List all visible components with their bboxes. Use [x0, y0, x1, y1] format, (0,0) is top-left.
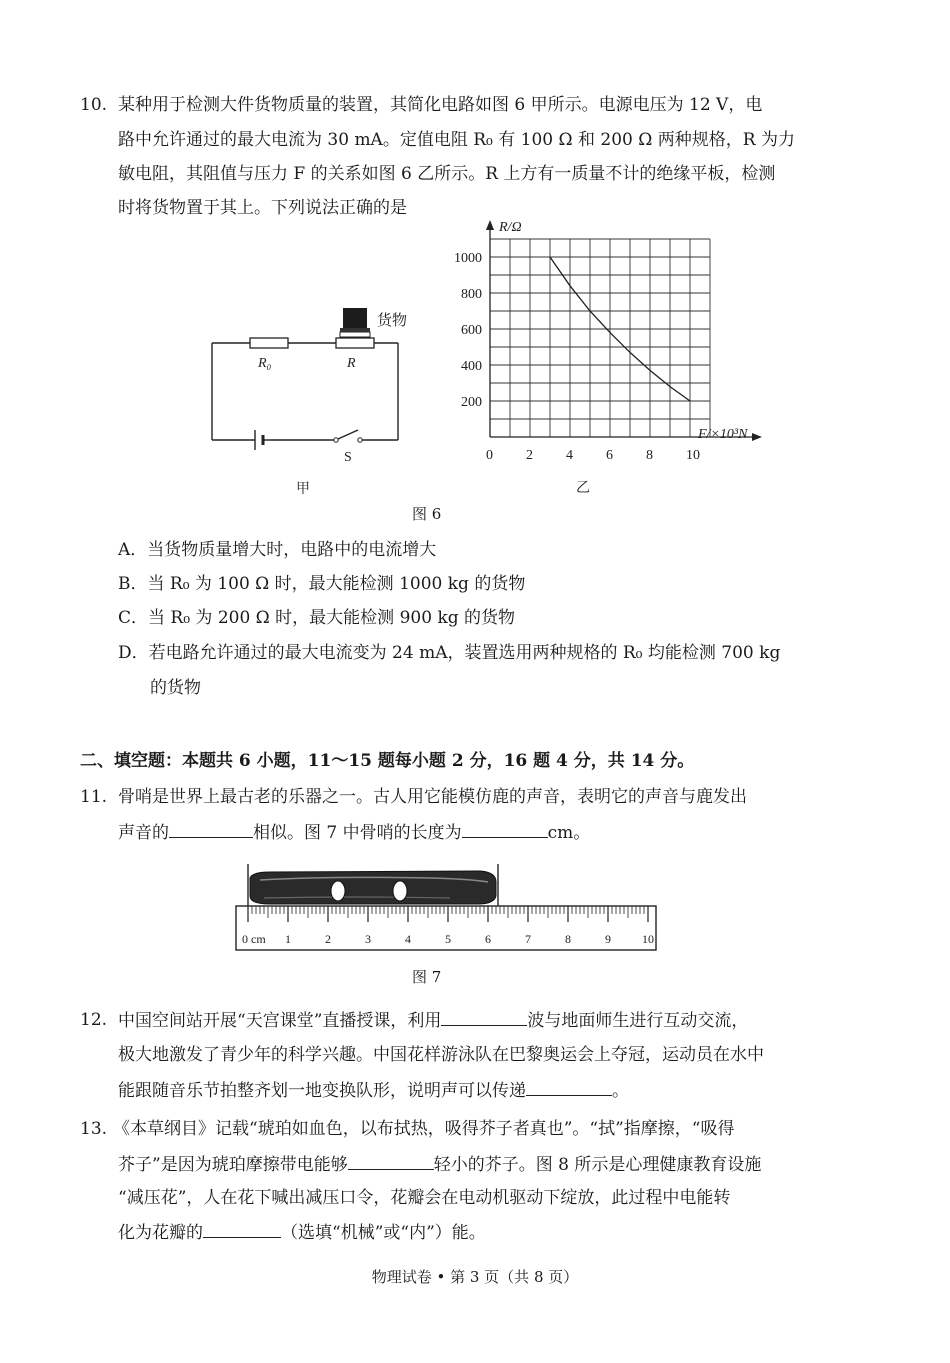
bone-whistle: [248, 864, 498, 906]
x-axis-arrow: [752, 433, 762, 441]
ruler-number-label: 3: [365, 932, 371, 946]
q13-line-4: [118, 1221, 486, 1244]
q13-line-2: [118, 1153, 761, 1176]
ruler-number-label: 5: [445, 932, 451, 946]
cargo-label: 货物: [377, 313, 408, 329]
q10-number: 10.: [80, 95, 108, 115]
graph-caption: 乙: [576, 481, 590, 496]
q12-text-c: 能跟随音乐节拍整齐划一地变换队形，说明声可以传递: [118, 1081, 526, 1101]
ruler-number-label: 7: [525, 932, 531, 946]
figure-7-caption: 图 7: [412, 968, 442, 986]
section-2-heading: 二、填空题：本题共 6 小题，11～15 题每小题 2 分，16 题 4 分，共 14 分。: [80, 751, 695, 771]
cargo-box: [343, 308, 367, 330]
q11-number: 11.: [80, 787, 108, 807]
q13-line-3: “减压花”，人在花下喊出减压口令，花瓣会在电动机驱动下绽放，此过程中电能转: [118, 1188, 731, 1208]
r0-label: R₀: [258, 356, 272, 371]
q12-blank-2[interactable]: [526, 1079, 612, 1096]
ruler-figure: [230, 858, 670, 958]
q13-line-1: 《本草纲目》记载“琥珀如血色，以布拭热，吸得芥子者真也”。“拭”指摩擦，“吸得: [113, 1119, 735, 1139]
q12-line-3: [118, 1079, 629, 1102]
q11-blank-1[interactable]: [169, 821, 253, 838]
option-d: D．若电路允许通过的最大电流变为 24 mA，装置选用两种规格的 R₀ 均能检测 700 kg: [118, 643, 781, 663]
q13-text-d: （选填“机械”或“内”）能。: [281, 1223, 486, 1243]
y-tick-label: 800: [461, 287, 482, 302]
q12-line-1: [118, 1009, 748, 1032]
option-b: B．当 R₀ 为 100 Ω 时，最大能检测 1000 kg 的货物: [118, 574, 526, 594]
q12-text-d: 。: [612, 1081, 629, 1101]
q13-text-a: 芥子”是因为琥珀摩擦带电能够: [118, 1155, 348, 1175]
q12-number: 12.: [80, 1010, 108, 1030]
q12-line-2: 极大地激发了青少年的科学兴趣。中国花样游泳队在巴黎奥运会上夺冠，运动员在水中: [118, 1045, 764, 1065]
q11-line-2: [118, 821, 590, 844]
x-tick-label: 2: [526, 448, 533, 463]
q11-text-c: cm。: [547, 823, 591, 843]
option-a: A．当货物质量增大时，电路中的电流增大: [118, 540, 437, 560]
q13-text-c: 化为花瓣的: [118, 1223, 203, 1243]
platform: [340, 332, 370, 337]
q12-blank-1[interactable]: [441, 1009, 527, 1026]
ruler-number-label: 6: [485, 932, 491, 946]
y-tick-label: 200: [461, 395, 482, 410]
ruler-number-label: 4: [405, 932, 411, 946]
q12-text-a: 中国空间站开展“天宫课堂”直播授课，利用: [118, 1011, 442, 1031]
graph-y-label: R/Ω: [499, 220, 522, 235]
y-tick-label: 400: [461, 359, 482, 374]
battery: [255, 430, 270, 450]
q10-line-3: 敏电阻，其阻值与压力 F 的关系如图 6 乙所示。R 上方有一质量不计的绝缘平板，检测: [118, 164, 776, 184]
q12-text-b: 波与地面师生进行互动交流，: [527, 1011, 749, 1031]
graph-x-label: F/×10³N: [698, 427, 748, 442]
q11-line-1: 骨哨是世界上最古老的乐器之一。古人用它能模仿鹿的声音，表明它的声音与鹿发出: [118, 787, 747, 807]
x-tick-label: 10: [686, 448, 700, 463]
ruler-number-label: 8: [565, 932, 571, 946]
q10-line-2: 路中允许通过的最大电流为 30 mA。定值电阻 R₀ 有 100 Ω 和 200 Ω 两种规格，R 为力: [118, 130, 795, 150]
q10-line-4: 时将货物置于其上。下列说法正确的是: [118, 198, 407, 218]
graph-grid: [490, 239, 710, 437]
y-tick-label: 600: [461, 323, 482, 338]
x-tick-label: 8: [646, 448, 653, 463]
x-tick-label: 4: [566, 448, 573, 463]
r-label: R: [347, 356, 356, 371]
graph-axes: [486, 220, 762, 441]
q11-text-b: 相似。图 7 中骨哨的长度为: [253, 823, 462, 843]
r-f-graph: [440, 215, 780, 500]
y-axis-arrow: [486, 220, 494, 230]
q13-blank-2[interactable]: [203, 1221, 281, 1238]
ruler-unit-label: 0 cm: [242, 932, 266, 946]
option-d-continued: 的货物: [150, 678, 201, 698]
ruler-number-label: 1: [285, 932, 291, 946]
q13-text-b: 轻小的芥子。图 8 所示是心理健康教育设施: [433, 1155, 762, 1175]
q11-blank-2[interactable]: [462, 821, 548, 838]
switch: [334, 430, 362, 442]
figure-6-caption: 图 6: [412, 505, 442, 523]
ruler-number-label: 2: [325, 932, 331, 946]
q13-number: 13.: [80, 1119, 108, 1139]
switch-label: S: [344, 450, 352, 465]
resistor-r: [336, 338, 374, 348]
option-c: C．当 R₀ 为 200 Ω 时，最大能检测 900 kg 的货物: [118, 608, 516, 628]
page-footer: 物理试卷 • 第 3 页（共 8 页）: [371, 1268, 579, 1286]
circuit-caption: 甲: [296, 482, 310, 497]
resistor-r0: [250, 338, 288, 348]
ruler-number-label: 9: [605, 932, 611, 946]
y-tick-label: 1000: [454, 251, 482, 266]
q11-text-a: 声音的: [118, 823, 169, 843]
circuit-diagram: [200, 295, 420, 505]
x-tick-label: 6: [606, 448, 613, 463]
q10-line-1: 某种用于检测大件货物质量的装置，其简化电路如图 6 甲所示。电源电压为 12 V，电: [118, 95, 763, 115]
x-tick-label: 0: [486, 448, 493, 463]
q13-blank-1[interactable]: [348, 1153, 434, 1170]
ruler-number-label: 10: [642, 932, 654, 946]
